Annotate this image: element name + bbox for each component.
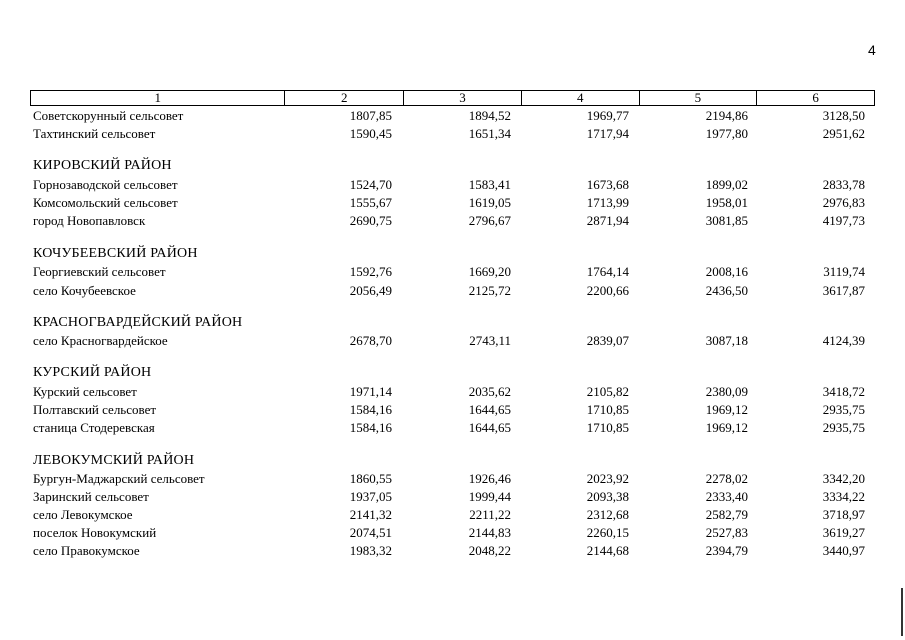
value-col-3: 2743,11: [469, 333, 511, 348]
value-col-6: 3718,97: [822, 507, 865, 522]
value-col-6: 2935,75: [822, 402, 865, 417]
value-col-4: 1764,14: [586, 264, 629, 279]
value-col-4: 2260,15: [586, 525, 629, 540]
value-col-2: 2056,49: [349, 283, 392, 298]
value-col-2: 2678,70: [349, 333, 392, 348]
table-header: [30, 90, 875, 106]
value-col-4: 1710,85: [586, 420, 629, 435]
value-col-6: 2833,78: [822, 177, 865, 192]
value-col-3: 1669,20: [468, 264, 511, 279]
row-name: село Левокумское: [33, 507, 133, 522]
value-col-3: 2796,67: [468, 213, 511, 228]
table-row: [30, 212, 875, 230]
district-heading: КОЧУБЕЕВСКИЙ РАЙОН: [33, 246, 198, 261]
value-col-3: 1926,46: [468, 471, 511, 486]
row-name: село Кочубеевское: [33, 283, 136, 298]
value-col-4: 2144,68: [586, 543, 629, 558]
table-row: [30, 401, 875, 419]
value-col-5: 1899,02: [705, 177, 748, 192]
page-number: 4: [868, 42, 876, 58]
value-col-2: 2074,51: [349, 525, 392, 540]
value-col-6: 3418,72: [822, 384, 865, 399]
value-col-3: 1894,52: [468, 108, 511, 123]
value-col-3: 1644,65: [468, 420, 511, 435]
table-row: [30, 488, 875, 506]
header-col-3: 3: [404, 91, 522, 105]
value-col-4: 2839,07: [586, 333, 629, 348]
value-col-3: 1583,41: [468, 177, 511, 192]
value-col-5: 1977,80: [705, 126, 748, 141]
value-col-4: 2312,68: [586, 507, 629, 522]
value-col-6: 3119,74: [823, 264, 865, 279]
value-col-6: 2951,62: [822, 126, 865, 141]
row-name: село Правокумское: [33, 543, 140, 558]
row-name: Комсомольский сельсовет: [33, 195, 178, 210]
row-name: Тахтинский сельсовет: [33, 126, 156, 141]
row-name: Курский сельсовет: [33, 384, 137, 399]
value-col-6: 2935,75: [822, 420, 865, 435]
row-name: село Красногвардейское: [33, 333, 168, 348]
value-col-4: 2023,92: [586, 471, 629, 486]
value-col-5: 2394,79: [705, 543, 748, 558]
value-col-2: 1807,85: [349, 108, 392, 123]
table-row: [30, 419, 875, 437]
table-row: [30, 383, 875, 401]
header-col-2: 2: [285, 91, 404, 105]
value-col-4: 1710,85: [586, 402, 629, 417]
row-name: Георгиевский сельсовет: [33, 264, 166, 279]
row-name: Горнозаводской сельсовет: [33, 177, 178, 192]
header-col-1: 1: [31, 91, 285, 105]
value-col-5: 3081,85: [705, 213, 748, 228]
value-col-6: 3334,22: [822, 489, 865, 504]
value-col-2: 1524,70: [349, 177, 392, 192]
value-col-2: 1860,55: [349, 471, 392, 486]
district-heading: КИРОВСКИЙ РАЙОН: [33, 158, 172, 173]
value-col-6: 3617,87: [822, 283, 865, 298]
district-heading: КУРСКИЙ РАЙОН: [33, 365, 152, 380]
value-col-6: 3342,20: [822, 471, 865, 486]
value-col-4: 2871,94: [586, 213, 629, 228]
value-col-5: 2278,02: [705, 471, 748, 486]
row-name: Заринский сельсовет: [33, 489, 149, 504]
value-col-4: 1673,68: [586, 177, 629, 192]
value-col-2: 1584,16: [349, 402, 392, 417]
value-col-5: 3087,18: [705, 333, 748, 348]
value-col-5: 2527,83: [705, 525, 748, 540]
value-col-5: 2008,16: [705, 264, 748, 279]
value-col-4: 1713,99: [586, 195, 629, 210]
table-row: [30, 125, 875, 143]
value-col-2: 1971,14: [349, 384, 392, 399]
value-col-5: 2436,50: [705, 283, 748, 298]
value-col-4: 1969,77: [586, 108, 629, 123]
value-col-2: 1555,67: [349, 195, 392, 210]
value-col-5: 2582,79: [705, 507, 748, 522]
header-col-6: 6: [812, 90, 819, 105]
table-row: [30, 506, 875, 524]
value-col-2: 1592,76: [349, 264, 392, 279]
table-row: [30, 524, 875, 542]
value-col-3: 1644,65: [468, 402, 511, 417]
row-name: поселок Новокумский: [33, 525, 157, 540]
row-name: Полтавский сельсовет: [33, 402, 157, 417]
value-col-2: 2690,75: [349, 213, 392, 228]
table-row: [30, 282, 875, 300]
value-col-6: 3440,97: [822, 543, 865, 558]
value-col-3: 2035,62: [468, 384, 511, 399]
value-col-3: 1651,34: [468, 126, 511, 141]
value-col-3: 1999,44: [468, 489, 511, 504]
value-col-6: 3128,50: [822, 108, 865, 123]
value-col-2: 1983,32: [349, 543, 392, 558]
value-col-4: 2105,82: [586, 384, 629, 399]
row-name: город Новопавловск: [33, 213, 146, 228]
value-col-3: 1619,05: [468, 195, 511, 210]
table-row: [30, 263, 875, 281]
value-col-2: 1937,05: [349, 489, 392, 504]
value-col-3: 2144,83: [468, 525, 511, 540]
value-col-6: 3619,27: [822, 525, 865, 540]
header-col-5: 5: [640, 91, 758, 105]
table-row: [30, 470, 875, 488]
value-col-2: 1584,16: [349, 420, 392, 435]
value-col-2: 2141,32: [349, 507, 392, 522]
value-col-4: 2200,66: [586, 283, 629, 298]
table-row: [30, 194, 875, 212]
table-row: [30, 542, 875, 560]
value-col-6: 4197,73: [822, 213, 865, 228]
value-col-5: 2380,09: [705, 384, 748, 399]
value-col-6: 2976,83: [822, 195, 865, 210]
row-name: Бургун-Маджарский сельсовет: [33, 471, 205, 486]
row-name: станица Стодеревская: [33, 420, 155, 435]
value-col-3: 2125,72: [468, 283, 511, 298]
table-row: [30, 176, 875, 194]
value-col-5: 1958,01: [705, 195, 748, 210]
value-col-4: 2093,38: [586, 489, 629, 504]
value-col-3: 2211,22: [469, 507, 511, 522]
value-col-3: 2048,22: [468, 543, 511, 558]
value-col-4: 1717,94: [586, 126, 629, 141]
value-col-2: 1590,45: [349, 126, 392, 141]
header-col-4: 4: [522, 91, 640, 105]
value-col-5: 1969,12: [705, 420, 748, 435]
row-name: Советскорунный сельсовет: [33, 108, 184, 123]
table-row: [30, 332, 875, 350]
table-row: [30, 107, 875, 125]
district-heading: ЛЕВОКУМСКИЙ РАЙОН: [33, 453, 195, 468]
value-col-5: 2194,86: [705, 108, 748, 123]
value-col-5: 2333,40: [705, 489, 748, 504]
value-col-6: 4124,39: [822, 333, 865, 348]
value-col-5: 1969,12: [705, 402, 748, 417]
scan-edge-mark: [901, 588, 903, 636]
district-heading: КРАСНОГВАРДЕЙСКИЙ РАЙОН: [33, 315, 243, 330]
